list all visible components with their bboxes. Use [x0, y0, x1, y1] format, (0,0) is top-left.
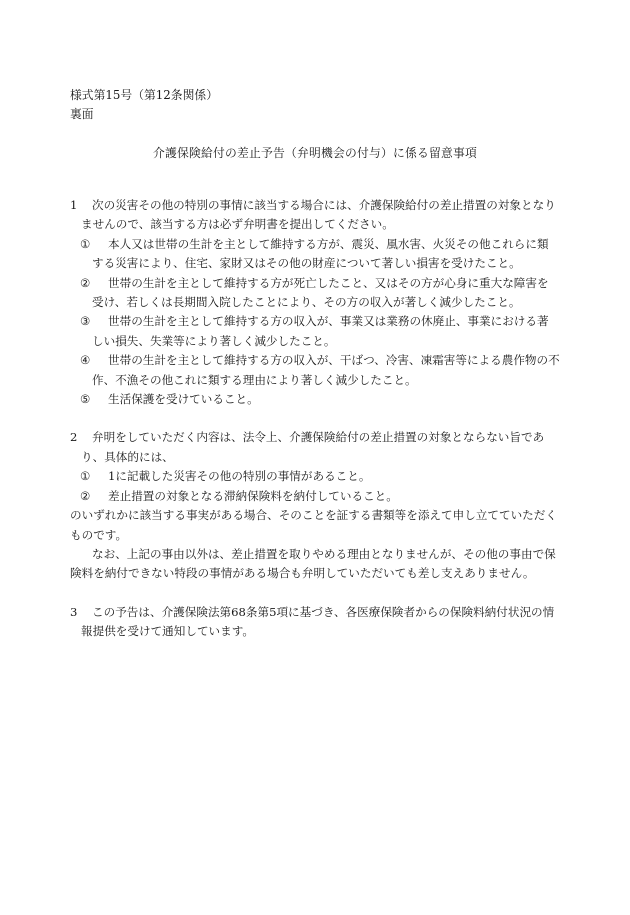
- section-2: [70, 428, 560, 467]
- section-3: [70, 603, 560, 642]
- item-marker: ①: [80, 236, 91, 251]
- item-text: 世帯の生計を主として維持する方の収入が、干ばつ、冷害、凍霜害等による農作物の不作、不漁その他これに類する理由により著しく減少したこと。: [92, 353, 560, 387]
- form-number: 様式第15号（第12条関係）: [70, 88, 218, 102]
- section-1: [70, 196, 560, 235]
- item-text: 世帯の生計を主として維持する方の収入が、事業又は業務の休廃止、事業における著しい損失、失業等により著しく減少したこと。: [92, 314, 549, 348]
- section-2-number: 2: [70, 430, 78, 445]
- form-header: [70, 86, 218, 124]
- item-text: 差止措置の対象となる滞納保険料を納付していること。: [108, 488, 398, 503]
- section-2-after: のいずれかに該当する事実がある場合、そのことを証する書類等を添えて申し立てていただくものです。: [70, 508, 557, 542]
- document-body: [70, 196, 560, 642]
- spacer: [70, 584, 560, 603]
- item-marker: ③: [80, 314, 91, 329]
- section-1-text: 次の災害その他の特別の事情に該当する場合には、介護保険給付の差止措置の対象となりませんので、該当する方は必ず弁明書を提出してください。: [81, 198, 556, 232]
- section-1-item-3: [70, 312, 560, 351]
- item-marker: ⑤: [80, 392, 91, 407]
- section-1-item-4: [70, 351, 560, 390]
- item-text: 本人又は世帯の生計を主として維持する方が、震災、風水害、火災その他これらに類する災害により、住宅、家財又はその他の財産について著しい損害を受けたこと。: [92, 236, 549, 271]
- spacer: [70, 409, 560, 428]
- section-2-note: なお、上記の事由以外は、差止措置を取りやめる理由となりませんが、その他の事由で保険料を納付できない特段の事情がある場合も弁明していただいても差し支えありません。: [70, 546, 556, 581]
- document-title: 介護保険給付の差止予告（弁明機会の付与）に係る留意事項: [153, 146, 477, 160]
- item-text: 1に記載した災害その他の特別の事情があること。: [108, 469, 371, 484]
- page-side-label: 裏面: [70, 107, 94, 121]
- section-2-item-2: [70, 487, 560, 506]
- section-2-item-1: [70, 467, 560, 486]
- section-2-text: 弁明をしていただく内容は、法令上、介護保険給付の差止措置の対象とならない旨であり、具体的には、: [81, 430, 545, 464]
- item-marker: ②: [80, 488, 91, 503]
- section-1-item-5: [70, 390, 560, 409]
- item-text: 世帯の生計を主として維持する方が死亡したこと、又はその方が心身に重大な障害を受け、若しくは長期間入院したことにより、その方の収入が著しく減少したこと。: [92, 275, 549, 310]
- section-1-item-1: [70, 235, 560, 274]
- section-1-item-2: [70, 274, 560, 313]
- item-marker: ②: [80, 275, 91, 290]
- section-3-number: 3: [70, 604, 78, 619]
- item-marker: ④: [80, 353, 91, 368]
- section-1-number: 1: [70, 198, 78, 212]
- item-text: 生活保護を受けていること。: [108, 392, 259, 407]
- section-3-text: この予告は、介護保険法第68条第5項に基づき、各医療保険者からの保険料納付状況の情報提供を受けて通知しています。: [81, 604, 555, 639]
- item-marker: ①: [80, 469, 91, 484]
